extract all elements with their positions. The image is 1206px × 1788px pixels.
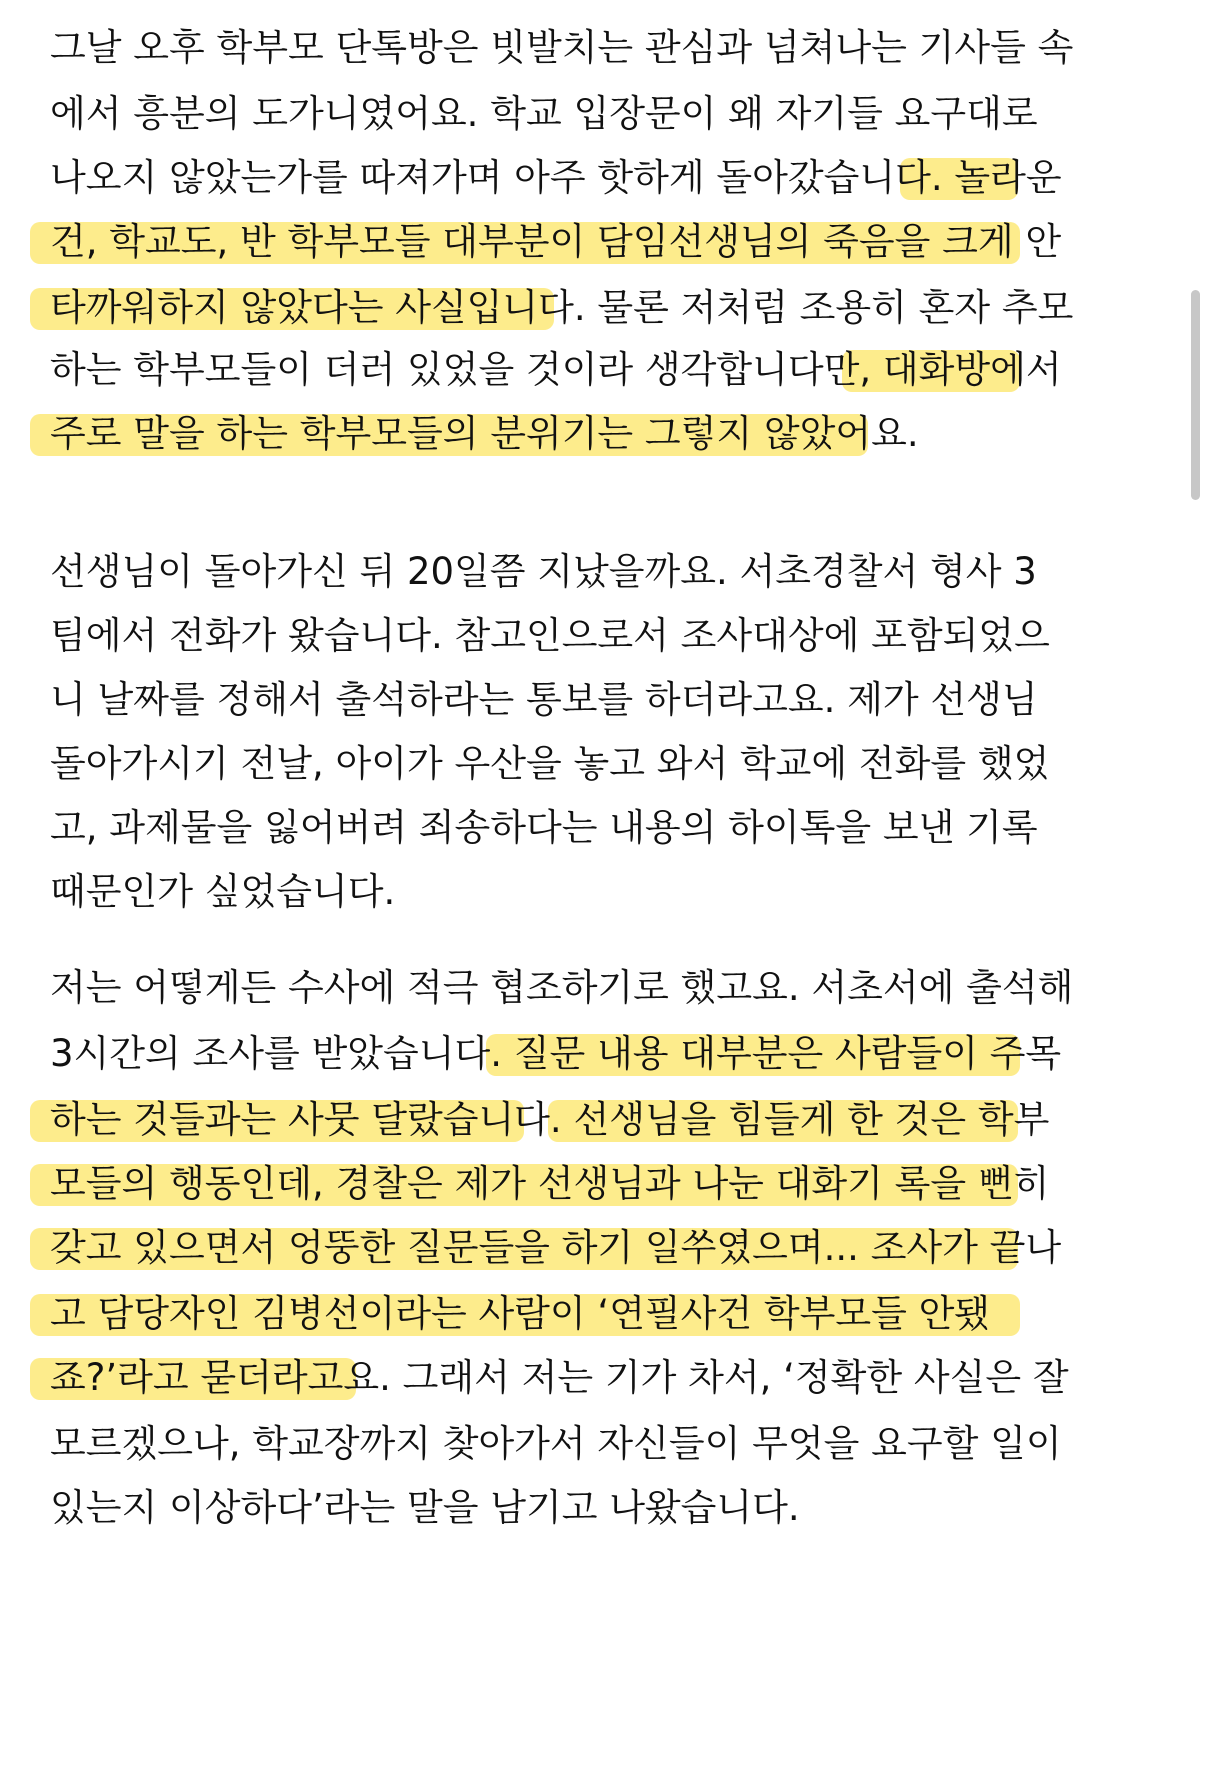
text-line: 하는 학부모들이 더러 있었을 것이라 생각합니다만, 대화방에서 bbox=[50, 348, 1062, 391]
text-line: 선생님이 돌아가신 뒤 20일쯤 지났을까요. 서초경찰서 형사 3 bbox=[50, 550, 1037, 593]
text-line: 죠?’라고 묻더라고요. 그래서 저는 기가 차서, ‘정확한 사실은 잘 bbox=[50, 1356, 1069, 1399]
text-line: 고 담당자인 김병선이라는 사람이 ‘연필사건 학부모들 안됐 bbox=[50, 1292, 991, 1335]
text-line: 주로 말을 하는 학부모들의 분위기는 그렇지 않았어요. bbox=[50, 412, 919, 455]
text-line: 3시간의 조사를 받았습니다. 질문 내용 대부분은 사람들이 주목 bbox=[50, 1032, 1062, 1075]
text-line: 돌아가시기 전날, 아이가 우산을 놓고 와서 학교에 전화를 했었 bbox=[50, 742, 1050, 785]
text-line: 저는 어떻게든 수사에 적극 협조하기로 했고요. 서초서에 출석해 bbox=[50, 966, 1074, 1009]
text-line: 나오지 않았는가를 따져가며 아주 핫하게 돌아갔습니다. 놀라운 bbox=[50, 156, 1062, 199]
text-line: 고, 과제물을 잃어버려 죄송하다는 내용의 하이톡을 보낸 기록 bbox=[50, 806, 1038, 849]
scrollbar[interactable] bbox=[1191, 290, 1200, 500]
text-line: 팀에서 전화가 왔습니다. 참고인으로서 조사대상에 포함되었으 bbox=[50, 614, 1050, 657]
text-line: 건, 학교도, 반 학부모들 대부분이 담임선생님의 죽음을 크게 안 bbox=[50, 220, 1062, 263]
text-line: 있는지 이상하다’라는 말을 남기고 나왔습니다. bbox=[50, 1486, 800, 1529]
text-line: 에서 흥분의 도가니였어요. 학교 입장문이 왜 자기들 요구대로 bbox=[50, 92, 1038, 135]
text-line: 타까워하지 않았다는 사실입니다. 물론 저처럼 조용히 혼자 추모 bbox=[50, 286, 1074, 329]
text-line: 그날 오후 학부모 단톡방은 빗발치는 관심과 넘쳐나는 기사들 속 bbox=[50, 26, 1074, 69]
text-line: 니 날짜를 정해서 출석하라는 통보를 하더라고요. 제가 선생님 bbox=[50, 678, 1038, 721]
text-line: 모들의 행동인데, 경찰은 제가 선생님과 나눈 대화기 록을 뻔히 bbox=[50, 1162, 1050, 1205]
text-line: 때문인가 싶었습니다. bbox=[50, 870, 396, 913]
text-line: 하는 것들과는 사뭇 달랐습니다. 선생님을 힘들게 한 것은 학부 bbox=[50, 1098, 1050, 1141]
text-line: 모르겠으나, 학교장까지 찾아가서 자신들이 무엇을 요구할 일이 bbox=[50, 1422, 1062, 1465]
text-line: 갖고 있으면서 엉뚱한 질문들을 하기 일쑤였으며... 조사가 끝나 bbox=[50, 1226, 1062, 1269]
